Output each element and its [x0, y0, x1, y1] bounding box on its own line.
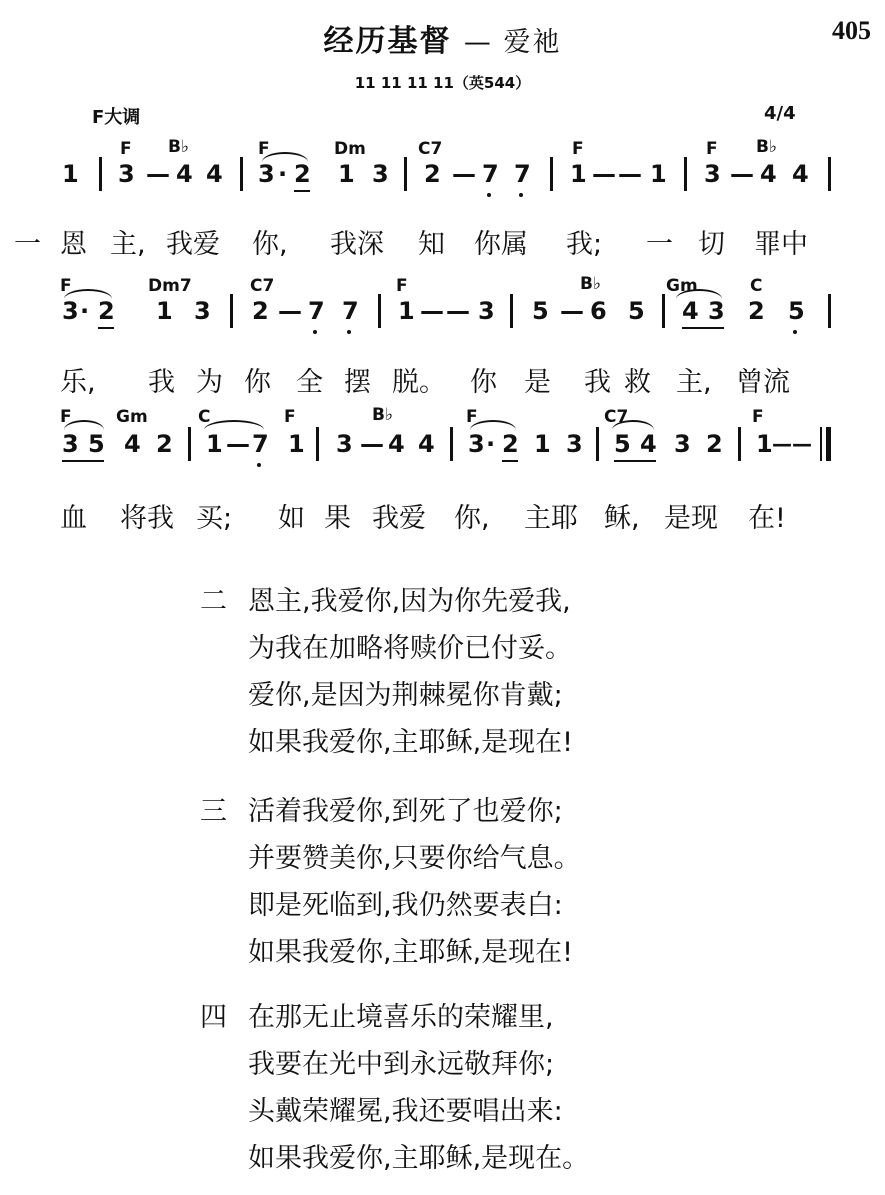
barline [404, 157, 407, 191]
verse-4 [200, 994, 589, 1182]
note: 2 [98, 297, 115, 325]
verse-line: 即是死临到,我仍然要表白: [248, 890, 563, 921]
lyric: 脱。 [392, 367, 446, 398]
barline [828, 157, 831, 191]
dash: — [446, 297, 470, 325]
note: 7 [514, 160, 531, 188]
note: 7 [482, 160, 499, 188]
verse-line [200, 994, 589, 1041]
note: 3 [372, 160, 389, 188]
note: 1 [398, 297, 415, 325]
chord: C [198, 407, 211, 427]
lyric: 主, [676, 367, 712, 398]
verse-line: 为我在加略将赎价已付妥。 [248, 633, 572, 664]
chord: Gm [116, 407, 148, 427]
note: 5 [628, 297, 645, 325]
verse-line: 爱你,是因为荆棘冕你肯戴; [248, 680, 563, 711]
chord: Dm7 [148, 276, 192, 296]
barline [820, 427, 822, 461]
low-octave-dot [519, 193, 523, 197]
verse-line: 如果我爱你,主耶稣,是现在! [248, 727, 573, 758]
underline [502, 460, 518, 462]
chord: F [572, 139, 584, 159]
lyric: 乐, [60, 367, 96, 398]
lyric: 摆 [344, 367, 371, 398]
barline [738, 427, 741, 461]
slur [612, 420, 654, 430]
dash: — [452, 160, 476, 188]
chord: F [396, 276, 408, 296]
lyric: 我爱 [166, 229, 220, 260]
lyric: 果 [324, 503, 351, 534]
note: 3 [62, 430, 79, 458]
barline [450, 427, 453, 461]
note: 3 [674, 430, 691, 458]
verse-number: 二 [200, 586, 227, 617]
chord: F [466, 407, 478, 427]
chord: F [258, 139, 270, 159]
note: 7 [252, 430, 269, 458]
dash: — [226, 430, 250, 458]
note: 2 [424, 160, 441, 188]
lyric: 我 [584, 367, 611, 398]
barline [684, 157, 687, 191]
note: 4 [124, 430, 141, 458]
note: 2 [748, 297, 765, 325]
dot: · [486, 430, 496, 458]
underline [62, 460, 104, 462]
lyric: 买; [196, 503, 233, 534]
note: 2 [252, 297, 269, 325]
low-octave-dot [313, 330, 317, 334]
dash: — [278, 297, 302, 325]
chord: B♭ [580, 274, 601, 294]
dash: —— [772, 432, 812, 456]
title-subtitle: — 爱祂 [463, 27, 562, 58]
underline [98, 327, 114, 329]
lyric: 主, [110, 229, 146, 260]
lyric: 我 [148, 367, 175, 398]
dash: — [618, 160, 642, 188]
note: 2 [706, 430, 723, 458]
chord: B♭ [372, 405, 393, 425]
barline [550, 157, 553, 191]
note: 7 [308, 297, 325, 325]
low-octave-dot [793, 330, 797, 334]
lyric: 是 [524, 367, 551, 398]
note: 4 [388, 430, 405, 458]
note: 5 [788, 297, 805, 325]
note: 2 [156, 430, 173, 458]
lyric: 将我 [120, 503, 174, 534]
chord: C [750, 276, 763, 296]
dot: · [278, 160, 288, 188]
verse-line [200, 788, 581, 835]
barline [596, 427, 599, 461]
lyric: 罪中 [754, 229, 808, 260]
lyric: 切 [698, 229, 725, 260]
note: 4 [792, 160, 809, 188]
chord: Dm [334, 139, 366, 159]
underline [294, 190, 310, 192]
chord: F [60, 407, 72, 427]
chord: F [284, 407, 296, 427]
chord: B♭ [756, 137, 777, 157]
chord: F [706, 139, 718, 159]
lyric: 如 [278, 503, 305, 534]
hymn-number: 405 [832, 16, 871, 45]
meter: 11 11 11 11（英544） [354, 74, 531, 92]
note: 1 [62, 160, 79, 188]
note: 4 [176, 160, 193, 188]
underline [614, 460, 656, 462]
lyric: 为 [196, 367, 223, 398]
note: 1 [650, 160, 667, 188]
barline [662, 294, 665, 328]
note: 1 [534, 430, 551, 458]
note: 5 [88, 430, 105, 458]
note: 4 [418, 430, 435, 458]
lyric: 一 [14, 229, 41, 260]
note: 3 [336, 430, 353, 458]
dash: — [592, 160, 616, 188]
time-signature: 4/4 [764, 103, 796, 124]
lyric: 你属 [474, 229, 528, 260]
verse-number: 三 [200, 796, 227, 827]
note: 4 [760, 160, 777, 188]
lyric: 主耶 [524, 503, 578, 534]
note: 3 [478, 297, 495, 325]
chord: F [752, 407, 764, 427]
note: 1 [288, 430, 305, 458]
note: 7 [342, 297, 359, 325]
note: 3 [258, 160, 275, 188]
lyric: 你, [454, 503, 490, 534]
note: 6 [590, 297, 607, 325]
chord [168, 138, 189, 156]
barline [99, 157, 102, 191]
dot: · [80, 297, 90, 325]
dash: — [420, 297, 444, 325]
chord: C7 [604, 407, 629, 427]
chord-label: B♭ [168, 137, 189, 157]
note: 3 [468, 430, 485, 458]
lyric: 在! [748, 503, 786, 534]
verse-line: 并要赞美你,只要你给气息。 [248, 843, 581, 874]
note: 1 [206, 430, 223, 458]
underline [682, 327, 724, 329]
lyric: 我爱 [372, 503, 426, 534]
lyric: 全 [296, 367, 323, 398]
lyric: 你 [470, 367, 497, 398]
note: 1 [156, 297, 173, 325]
lyric: 我; [566, 229, 603, 260]
note: 2 [294, 160, 311, 188]
lyric: 恩 [60, 229, 87, 260]
note: 3 [194, 297, 211, 325]
note: 2 [502, 430, 519, 458]
slur [470, 420, 516, 430]
barline [230, 294, 233, 328]
title-main: 经历基督 [323, 24, 452, 59]
lyric: 知 [418, 229, 445, 260]
note: 3 [118, 160, 135, 188]
note: 3 [704, 160, 721, 188]
note: 1 [338, 160, 355, 188]
lyric: 曾流 [736, 367, 790, 398]
verse-line: 如果我爱你,主耶稣,是现在! [248, 937, 573, 968]
verse-line: 我要在光中到永远敬拜你; [248, 1049, 555, 1080]
note: 5 [532, 297, 549, 325]
verse-line: 如果我爱你,主耶稣,是现在。 [248, 1143, 590, 1174]
verse-text: 恩主,我爱你,因为你先爱我, [248, 586, 571, 617]
key-signature: F大调 [92, 107, 141, 128]
dash: — [360, 430, 384, 458]
lyric: 血 [60, 503, 87, 534]
low-octave-dot [487, 193, 491, 197]
chord: F [60, 276, 72, 296]
chord: C7 [418, 139, 443, 159]
note: 3 [566, 430, 583, 458]
final-barline [826, 427, 831, 461]
note: 3 [708, 297, 725, 325]
dash: — [560, 297, 584, 325]
verse-number: 四 [200, 1002, 227, 1033]
verse-text: 在那无止境喜乐的荣耀里, [248, 1002, 554, 1033]
lyric: 你 [244, 367, 271, 398]
lyric: 是现 [664, 503, 718, 534]
chord: F [120, 139, 132, 159]
dash: — [146, 160, 170, 188]
lyric: 一 [646, 229, 673, 260]
barline [378, 294, 381, 328]
note: 3 [62, 297, 79, 325]
dash: — [730, 160, 754, 188]
barline [510, 294, 513, 328]
lyric: 救 [624, 367, 651, 398]
note: 1 [756, 430, 773, 458]
chord: Gm [666, 276, 698, 296]
note: 4 [640, 430, 657, 458]
verse-2 [200, 578, 573, 766]
note: 1 [570, 160, 587, 188]
slur [64, 420, 104, 430]
verse-text: 活着我爱你,到死了也爱你; [248, 796, 563, 827]
barline [828, 294, 831, 328]
hymn-title [0, 16, 885, 60]
lyric: 稣, [604, 503, 640, 534]
chord: C7 [250, 276, 275, 296]
slur [204, 420, 264, 430]
note: 4 [206, 160, 223, 188]
note: 5 [614, 430, 631, 458]
lyric: 我深 [330, 229, 384, 260]
barline [240, 157, 243, 191]
lyric: 你, [252, 229, 288, 260]
verse-line: 头戴荣耀冕,我还要唱出来: [248, 1096, 563, 1127]
verse-3 [200, 788, 581, 976]
verse-line [200, 578, 573, 625]
low-octave-dot [347, 330, 351, 334]
barline [188, 427, 191, 461]
note: 4 [682, 297, 699, 325]
low-octave-dot [257, 463, 261, 467]
barline [316, 427, 319, 461]
